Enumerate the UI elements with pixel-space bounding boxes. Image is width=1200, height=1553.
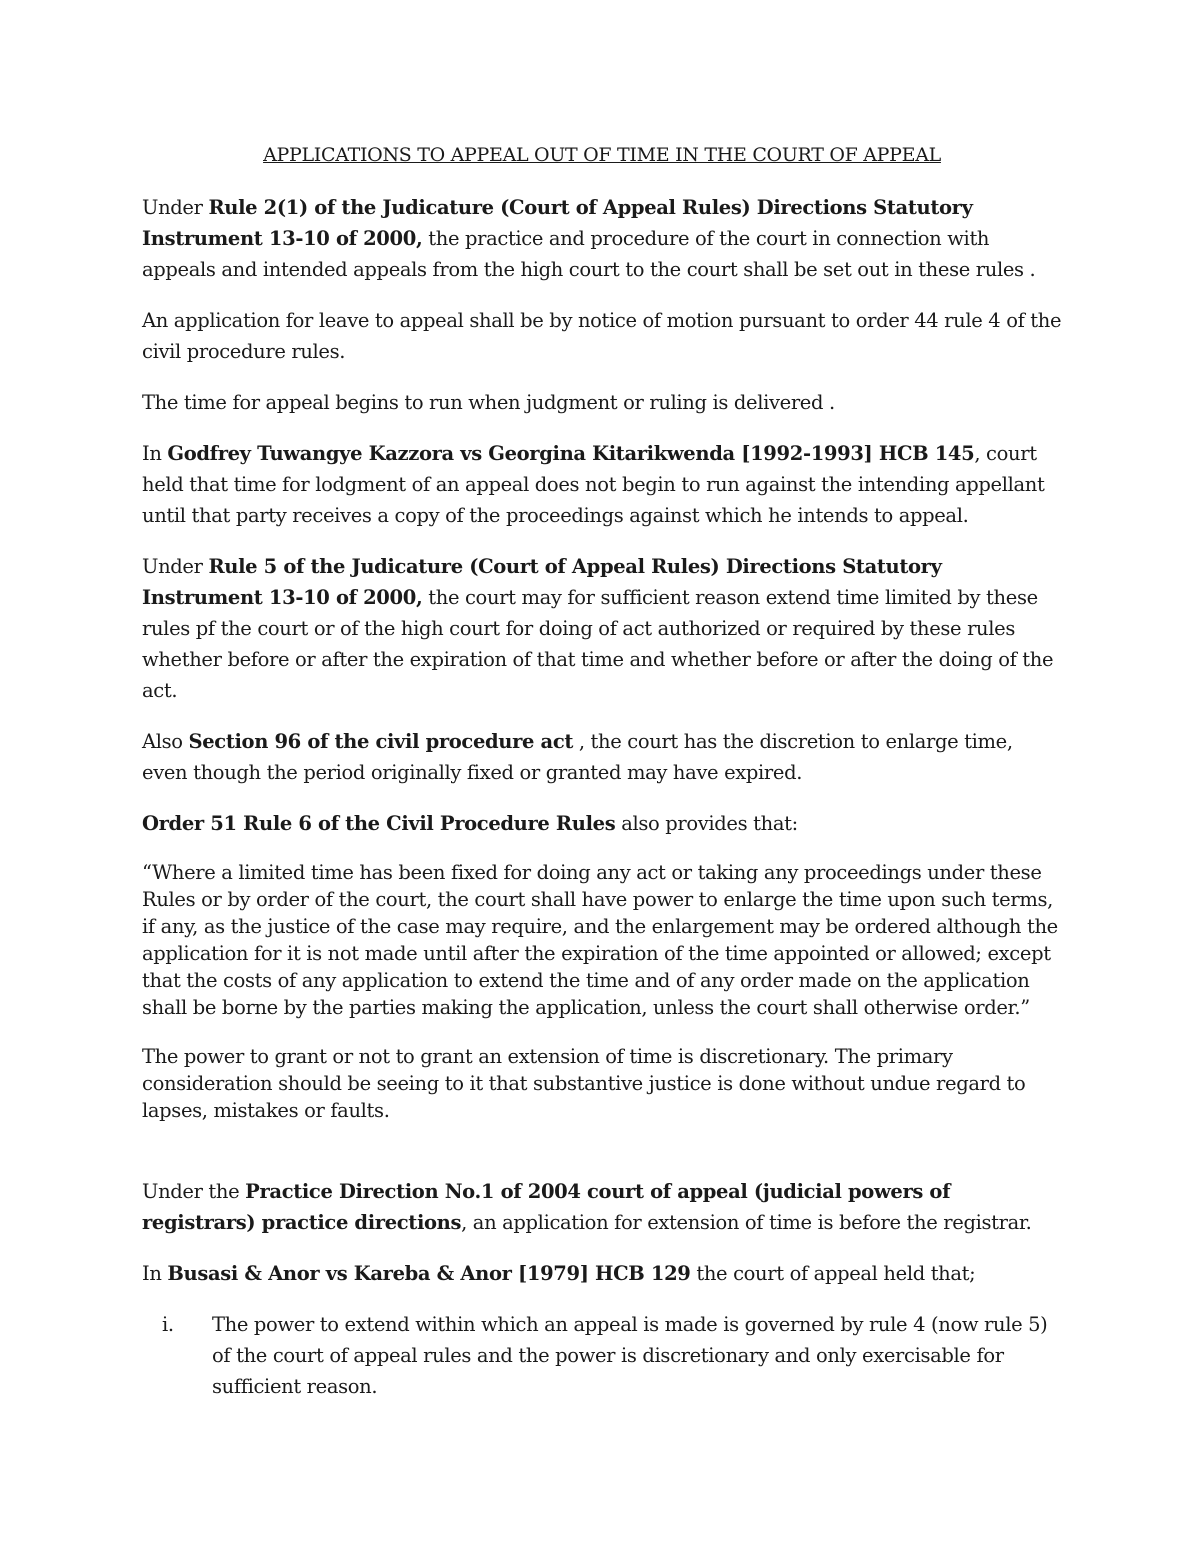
paragraph-leave-to-appeal: An application for leave to appeal shall be by notice of motion pursuant to order 44 rule 4 of the civil procedure rules. [142, 309, 1062, 363]
paragraph-discretion: The power to grant or not to grant an extension of time is discretionary. The primary consideration should be seeing to it that substantive justice is done without undue regard to lapses, mistakes or faults. [142, 1045, 1026, 1122]
paragraph-busasi-case [142, 1258, 1062, 1289]
text-run: the practice and procedure of the court in connection with appeals and intended appeals from the high court to the court shall be set out in these rules . [142, 227, 1036, 281]
list-item [142, 1309, 1062, 1402]
bold-citation: Section 96 of the civil procedure act [188, 730, 574, 753]
text-run: Under [142, 196, 209, 219]
text-run: , the court has the discretion to enlarge time, even though the period originally fixed or granted may have expired. [142, 730, 1013, 784]
paragraph-time-for-appeal: The time for appeal begins to run when judgment or ruling is delivered . [142, 391, 835, 414]
bold-citation: Practice Direction No.1 of 2004 court of appeal (judicial powers of registrars) practice directions [142, 1180, 951, 1234]
paragraph-practice-direction [142, 1176, 1062, 1238]
paragraph-godfrey-case [142, 438, 1062, 531]
document-title: APPLICATIONS TO APPEAL OUT OF TIME IN THE COURT OF APPEAL [263, 144, 941, 166]
text-run: Under the [142, 1180, 246, 1203]
bold-citation: Order 51 Rule 6 of the Civil Procedure Rules [142, 812, 616, 835]
text-run: Also [142, 730, 189, 753]
bold-citation: Godfrey Tuwangye Kazzora vs Georgina Kitarikwenda [1992-1993] HCB 145 [167, 442, 975, 465]
text-run: , an application for extension of time is before the registrar. [461, 1211, 1032, 1234]
text-run: the court may for sufficient reason extend time limited by these rules pf the court or of the high court for doing of act authorized or required by these rules whether before or after the expiration of that time and whether before or after the doing of the act. [142, 586, 1054, 702]
bold-citation: Busasi & Anor vs Kareba & Anor [1979] HCB 129 [167, 1262, 691, 1285]
text-run: In [142, 1262, 168, 1285]
document-page [142, 140, 1062, 1402]
text-run: , court held that time for lodgment of an appeal does not begin to run against the intending appellant until that party receives a copy of the proceedings against which he intends to appeal. [142, 442, 1045, 527]
text-run: Under [142, 555, 209, 578]
list-marker: i. [162, 1313, 174, 1336]
quoted-rule-text: “Where a limited time has been fixed for doing any act or taking any proceedings under these Rules or by order of the court, the court shall have power to enlarge the time upon such terms, if any, as the justice of the case may require, and the enlargement may be ordered although the application for it is not made until after the expiration of the time appointed or allowed; except that the costs of any application to extend the time and of any order made on the application shall be borne by the parties making the application, unless the court shall otherwise order.” [142, 861, 1058, 1019]
bold-citation: Rule 2(1) of the Judicature (Court of Appeal Rules) Directions Statutory Instrument 13-10 of 2000, [142, 196, 973, 250]
text-run: also provides that: [615, 812, 798, 835]
holdings-list [142, 1309, 1062, 1402]
paragraph-section-96 [142, 726, 1062, 788]
paragraph-order-51 [142, 808, 1062, 839]
paragraph-rule-2 [142, 192, 1062, 285]
list-item-text: The power to extend within which an appeal is made is governed by rule 4 (now rule 5) of the court of appeal rules and the power is discretionary and only exercisable for sufficient reason. [212, 1313, 1048, 1398]
text-run: the court of appeal held that; [690, 1262, 976, 1285]
text-run: In [142, 442, 168, 465]
paragraph-rule-5 [142, 551, 1062, 706]
bold-citation: Rule 5 of the Judicature (Court of Appeal Rules) Directions Statutory Instrument 13-10 of 2000, [142, 555, 942, 609]
